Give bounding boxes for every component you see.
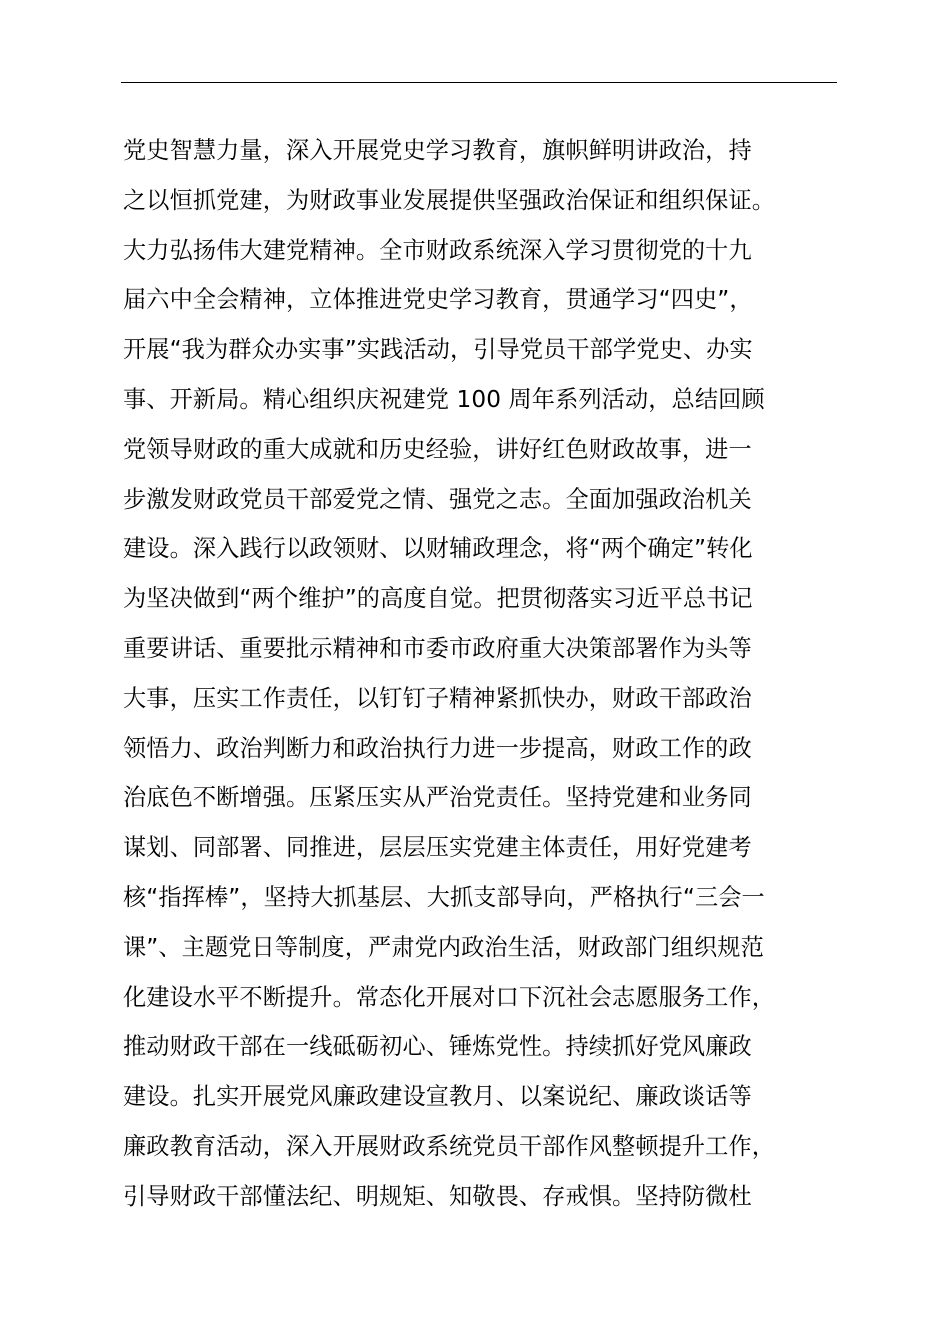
text-line-7: 党领导财政的重大成就和历史经验，讲好红色财政故事，进一 bbox=[123, 435, 752, 463]
body-text bbox=[123, 126, 883, 1222]
text-line-20: 建设。扎实开展党风廉政建设宣教月、以案说纪、廉政谈话等 bbox=[123, 1083, 752, 1111]
text-line-17: 课”、主题党日等制度，严肃党内政治生活，财政部门组织规范 bbox=[123, 933, 764, 961]
text-line-22: 引导财政干部懂法纪、明规矩、知敬畏、存戒惧。坚持防微杜 bbox=[123, 1182, 752, 1210]
text-line-14: 治底色不断增强。压紧压实从严治党责任。坚持党建和业务同 bbox=[123, 784, 752, 812]
text-line-3: 大力弘扬伟大建党精神。全市财政系统深入学习贯彻党的十九 bbox=[123, 236, 752, 264]
text-line-9: 建设。深入践行以政领财、以财辅政理念，将“两个确定”转化 bbox=[123, 535, 753, 563]
text-line-6: 事、开新局。精心组织庆祝建党 100 周年系列活动，总结回顾 bbox=[123, 385, 765, 413]
text-line-12: 大事，压实工作责任，以钉钉子精神紧抓快办，财政干部政治 bbox=[123, 684, 752, 712]
text-line-1: 党史智慧力量，深入开展党史学习教育，旗帜鲜明讲政治，持 bbox=[123, 137, 752, 164]
text-line-16: 核“指挥棒”，坚持大抓基层、大抓支部导向，严格执行“三会一 bbox=[123, 883, 765, 911]
text-line-5: 开展“我为群众办实事”实践活动，引导党员干部学党史、办实 bbox=[123, 336, 753, 364]
text-line-4: 届六中全会精神，立体推进党史学习教育，贯通学习“四史”， bbox=[123, 286, 753, 314]
text-line-8: 步激发财政党员干部爱党之情、强党之志。全面加强政治机关 bbox=[123, 485, 752, 513]
text-line-15: 谋划、同部署、同推进，层层压实党建主体责任，用好党建考 bbox=[123, 834, 752, 862]
text-line-10: 为坚决做到“两个维护”的高度自觉。把贯彻落实习近平总书记 bbox=[123, 585, 753, 613]
text-line-13: 领悟力、政治判断力和政治执行力进一步提高，财政工作的政 bbox=[123, 734, 752, 762]
text-line-11: 重要讲话、重要批示精神和市委市政府重大决策部署作为头等 bbox=[123, 634, 752, 662]
text-line-2: 之以恒抓党建，为财政事业发展提供坚强政治保证和组织保证。 bbox=[123, 186, 776, 214]
header-rule bbox=[121, 82, 837, 83]
text-line-19: 推动财政干部在一线砥砺初心、锤炼党性。持续抓好党风廉政 bbox=[123, 1033, 752, 1061]
text-line-18: 化建设水平不断提升。常态化开展对口下沉社会志愿服务工作， bbox=[123, 983, 776, 1011]
text-line-21: 廉政教育活动，深入开展财政系统党员干部作风整顿提升工作， bbox=[123, 1132, 776, 1160]
